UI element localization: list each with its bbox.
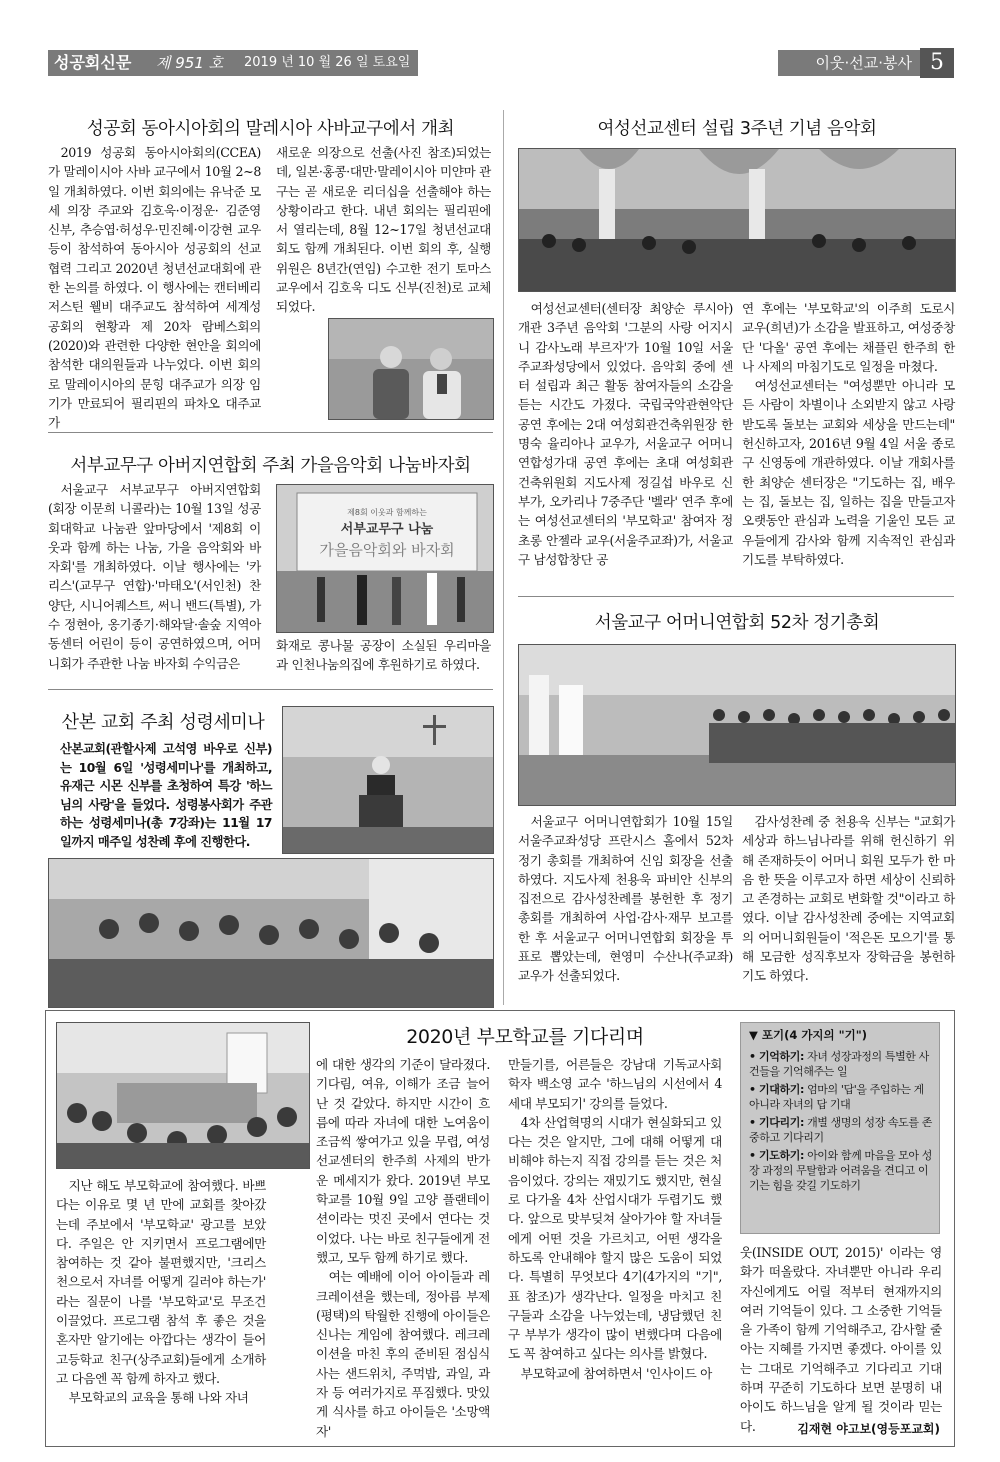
issue-number: 제 951 호 — [156, 54, 224, 72]
article4-col2 — [742, 299, 955, 589]
feature-col3-p3: 부모학교에 참여하면서 '인사이드 아 — [520, 1365, 712, 1381]
feature-col4-text: 웃(INSIDE OUT, 2015)' 이라는 영화가 떠올랐다. 자녀뿐만 아니라 우리 자신에게도 어릴 적부터 현재까지의 여러 기억들이 있다. 그 소중한 기억들을 가족이 함께 기억해주고, 감사할 줄 아는 지혜를 가지면 좋겠다. 아이를 있는 그대로 기억해주고 기다리고 기대하며 꾸준히 기도하다 보면 분명히 내 아이도 하느님을 알게 될 것이라 믿는다. — [740, 1245, 942, 1434]
feature-byline: 김재현 야고보(영등포교회) — [797, 1422, 940, 1436]
article5-col2 — [742, 812, 955, 992]
sidebar-item-remember — [741, 1046, 939, 1079]
article3-photo-speaker — [282, 706, 494, 854]
article4-title: 여성선교센터 설립 3주년 기념 음악회 — [597, 119, 877, 139]
banner-line3: 가을음악회와 바자회 — [319, 541, 455, 559]
article5-photo — [518, 644, 956, 806]
article1-col1 — [48, 143, 261, 431]
sidebar-item-key: • 기다리기: — [749, 1116, 804, 1129]
article5-col2-text: 감사성찬례 중 천용욱 신부는 "교회가 세상과 하느님나라를 위해 헌신하기 위해 존재하듯이 어머니 회원 모두가 한 마음 한 뜻을 이루고자 하면 세상이 신뢰하고 존경하는 교회로 변화할 것"이라고 하였다. 이날 감사성찬례 중에는 지역교회의 어머니회원들이 '적은돈 모으기'를 통해 모금한 성직후보자 장학금을 봉헌하기도 하였다. — [742, 814, 955, 984]
feature-col3-p2: 4차 산업혁명의 시대가 현실화되고 있다는 것은 알지만, 그에 대해 어떻게 대비해야 하는지 직접 강의를 듣는 것은 처음이었다. 강의는 재밌기도 했지만, 현실로 다가올 4차 산업시대가 두렵기도 했다. 앞으로 맞부딪쳐 살아가야 할 자녀들에게 어떤 것을 가르치고, 어떤 생각을 하도록 안내해야 할지 많은 도움이 되었다. 특별히 무엇보다 4기(4가지의 "기", 표 참조)가 생각난다. 일정을 마치고 친구들과 소감을 나누었는데, 냉담했던 친구 부부가 생각이 많이 변했다며 다음에도 꼭 참여하고 싶다는 의사를 밝혔다. — [508, 1114, 722, 1362]
divider — [48, 432, 493, 433]
feature-col1-p2: 부모학교의 교육을 통해 나와 자녀 — [68, 1390, 249, 1406]
article4-col2-p2: 여성선교센터는 "여성뿐만 아니라 모든 사람이 차별이나 소외받지 않고 사랑받도록 돌보는 교회와 세상을 만드는데" 헌신하고자, 2016년 9월 4일 서울 종로구 신영동에 개관하였다. 이날 개회사를 한 최양순 센터장은 "기도하는 집, 배우는 집, 돌보는 집, 일하는 집을 만들고자 오랫동안 관심과 노력을 기울인 모든 교우들에게 감사와 함께 지속적인 관심과 기도를 부탁하였다. — [742, 378, 955, 567]
sidebar-item-expect — [741, 1079, 939, 1112]
sidebar-item-key: • 기억하기: — [749, 1050, 804, 1063]
banner-line2: 서부교무구 나눔 — [340, 522, 434, 537]
article4-photo-graphic — [519, 149, 955, 291]
article1-photo — [328, 318, 494, 420]
article1-col2 — [276, 143, 491, 323]
feature-col1 — [56, 1176, 266, 1438]
divider — [518, 596, 954, 597]
article5-col1 — [518, 812, 733, 992]
article1-col1-text: 2019 성공회 동아시아회의(CCEA)가 말레이시아 사바 교구에서 10월 2~8일 개최하였다. 이번 회의에는 유낙준 모세 의장 주교와 김호욱·이정운· 김준영 신부, 추승엽·허성우·민진혜·이강현 교우 등이 참석하여 동아시아 성공회의 선교 협력 그리고 2020년 청년선교대회에 관한 논의를 하였다. 이 행사에는 캔터베리 저스틴 웰비 대주교도 참석하여 세계성공회의 현황과 제 20차 람베스회의(2020)와 관련한 다양한 현안을 회의에 참석한 대의원들과 나누었다. 이번 회의로 말레이시아의 문힝 대주교가 의장 임기가 만료되어 필리핀의 파차오 대주교가 — [48, 145, 261, 431]
sidebar-item-key: • 기도하기: — [749, 1149, 804, 1162]
section-name: 이웃·선교·봉사 — [815, 54, 912, 72]
feature-col3 — [508, 1055, 722, 1440]
sidebar-item-text: 개별 생명의 성장 속도를 존중하고 기다리기 — [749, 1116, 932, 1144]
article5-col1-text: 서울교구 어머니연합회가 10월 15일 서울주교좌성당 프란시스 홀에서 52차 정기 총회를 개최하여 신임 회장을 선출하였다. 지도사제 천용욱 파비안 신부의 집전으로 감사성찬례를 봉헌한 후 정기총회를 개최하여 사업·감사·재무 보고를 한 후 서울교구 어머니연합회 회장을 투표로 뽑았는데, 현영미 수산나(주교좌) 교우가 선출되었다. — [518, 814, 733, 984]
article3-body-text: 산본교회(관할사제 고석영 바우로 신부)는 10월 6일 '성령세미나'를 개최하고, 유재근 시몬 신부를 초청하여 특강 '하느님의 사랑'을 들었다. 성령봉사회가 주관하는 성령세미나(총 7강좌)는 11월 17일까지 매주일 성찬례 후에 진행한다. — [60, 742, 272, 849]
article2-title: 서부교무구 아버지연합회 주최 가을음악회 나눔바자회 — [70, 456, 471, 476]
article1-photo-graphic — [329, 319, 493, 419]
article2-col2-text: 화재로 콩나물 공장이 소실된 우리마을과 인천나눔의집에 후원하기로 하였다. — [276, 638, 491, 673]
article2-col1 — [48, 480, 261, 675]
article3-photo-audience — [48, 858, 494, 1008]
article1-col2-text: 새로운 의장으로 선출(사진 참조)되었는데, 일본·홍콩·대만·말레이시아 미얀마 관구는 곧 새로운 리더십을 선출해야 하는 상황이라고 한다. 내년 회의는 필리핀에서 열리는데, 8월 12~17일 청년선교대회도 함께 개최된다. 이번 회의 후, 실행위원은 8년간(연임) 수고한 전기 토마스 교우에서 김호욱 디도 신부(진천)로 교체되었다. — [276, 145, 491, 315]
feature-photo-graphic — [57, 1023, 309, 1168]
sidebar-item-key: • 기대하기: — [749, 1083, 804, 1096]
feature-col2 — [316, 1055, 490, 1440]
banner-line1: 제8회 이웃과 함께하는 — [347, 508, 427, 517]
feature-photo — [56, 1022, 310, 1169]
article4-col1-text: 여성선교센터(센터장 최양순 루시아) 개관 3주년 음악회 '그분의 사랑 어지시니 감사노래 부르자'가 10월 10일 서울주교좌성당에서 있었다. 음악회 중에 센터 설립과 최근 활동 참여자들의 소감을 듣는 시간도 가졌다. 국립국악관현악단 공연 후에는 2대 여성회관건축위원장 한명숙 율리아나 교우가, 서울교구 어머니연합성가대 공연 후에는 초대 여성회관 건축위원회 지도사제 정길섭 바우로 신부가, 오카리나 7중주단 '벨라' 연주 후에는 여성선교센터의 '부모학교' 참여자 정초롱 안젤라 교우(서울주교좌)가, 서울교구 남성합창단 공 — [518, 301, 733, 567]
divider — [48, 689, 493, 690]
sidebar-item-text: 아이와 함께 마음을 모아 성장 과정의 무탈함과 어려움을 견디고 이기는 힘을 갖길 기도하기 — [749, 1149, 932, 1192]
feature-title: 2020년 부모학교를 기다리며 — [406, 1026, 644, 1048]
header-bar-right — [778, 50, 920, 76]
sidebar-title: ▼ 포기(4 가지의 "기") — [749, 1028, 868, 1042]
column-separator — [503, 110, 504, 1005]
article5-photo-graphic — [519, 645, 955, 805]
article2-col2 — [276, 636, 491, 676]
page-number: 5 — [920, 48, 954, 78]
feature-col2-p1: 에 대한 생각의 기준이 달라졌다. 기다림, 여유, 이해가 조금 늘어난 것 같았다. 하지만 시간이 흐름에 따라 자녀에 대한 노여움이 조금씩 쌓여가고 있을 무렵, 여성선교센터의 한주희 사제의 반가운 메세지가 왔다. 2019년 부모학교를 10월 9일 고양 플랜테이션이라는 멋진 곳에서 연다는 것이었다. 나는 바로 친구들에게 전했고, 모두 함께 하기로 했다. — [316, 1057, 490, 1265]
feature-col3-p1: 만들기를, 어른들은 강남대 기독교사회학자 백소영 교수 '하느님의 시선에서 4세대 부모되기' 강의를 들었다. — [508, 1057, 722, 1111]
article5-title: 서울교구 어머니연합회 52차 정기총회 — [594, 613, 880, 633]
sidebar-item-pray — [741, 1145, 939, 1193]
article2-photo — [276, 484, 494, 633]
sidebar-item-text: 엄마의 '답'을 주입하는 게 아니라 자녀의 답 기대 — [749, 1083, 924, 1111]
feature-col2-p2: 여는 예배에 이어 아이들과 레크레이션을 했는데, 정아름 부제(평택)의 탁월한 진행에 아이들은 신나는 게임에 참여했다. 레크레이션을 마친 후의 준비된 점심식사는 샌드위치, 주먹밥, 과일, 과자 등 여러가지로 푸짐했다. 맛있게 식사를 하고 아이들은 '소망액자' — [316, 1269, 490, 1439]
article3-photo-speaker-graphic — [283, 707, 493, 853]
paper-name: 성공회신문 — [54, 53, 132, 72]
article1-title: 성공회 동아시아회의 말레시아 사바교구에서 개최 — [86, 119, 455, 139]
article2-photo-graphic — [277, 485, 493, 632]
article3-title: 산본 교회 주최 성령세미나 — [61, 712, 265, 733]
article2-col1-text: 서울교구 서부교무구 아버지연합회(회장 이문희 니콜라)는 10월 13일 성공회대학교 나눔관 앞마당에서 '제8회 이웃과 함께 하는 나눔, 가을 음악회와 바자회'를 개최하였다. 이날 행사에는 '카리스'(교무구 연합)·'마태오'(서인천) 찬양단, 시니어퀘스트, 써니 밴드(특별), 가수 정현아, 옹기종기·해와달·솔숲 지역아동센터 어린이 등이 공연하였으며, 어머니회가 주관한 나눔 바자회 수익금은 — [48, 482, 261, 671]
header-bar-left — [48, 50, 418, 76]
article4-col1 — [518, 299, 733, 589]
article3-photo-audience-graphic — [49, 859, 493, 1007]
article4-col2-p1: 연 후에는 '부모학교'의 이주희 도로시 교우(희년)가 소감을 발표하고, 여성중창단 '다올' 공연 후에는 채플린 한주희 한나 사제의 마침기도로 일정을 마쳤다. — [742, 301, 955, 374]
sidebar-item-text: 자녀 성장과정의 특별한 사건들을 기억해주는 일 — [749, 1050, 929, 1078]
article3-body — [60, 740, 272, 849]
sidebar-item-wait — [741, 1112, 939, 1145]
four-gi-sidebar — [740, 1022, 940, 1234]
feature-col1-p1: 지난 해도 부모학교에 참여했다. 바쁘다는 이유로 몇 년 만에 교회를 찾아갔는데 주보에서 '부모학교' 광고를 보았다. 주일은 안 지키면서 프로그램에만 참여하는 것 같아 불편했지만, '크리스천으로서 자녀를 어떻게 길러야 하는가' 라는 질문이 나를 '부모학교'로 무조건 이끌었다. 프로그램 참석 후 좋은 것을 혼자만 알기에는 아깝다는 생각이 들어 고등학교 친구(상주교회)들에게 소개하고 다음엔 꼭 함께 하자고 했다. — [56, 1178, 266, 1386]
article4-photo — [518, 148, 956, 292]
issue-date: 2019 년 10 월 26 일 토요일 — [244, 55, 411, 70]
